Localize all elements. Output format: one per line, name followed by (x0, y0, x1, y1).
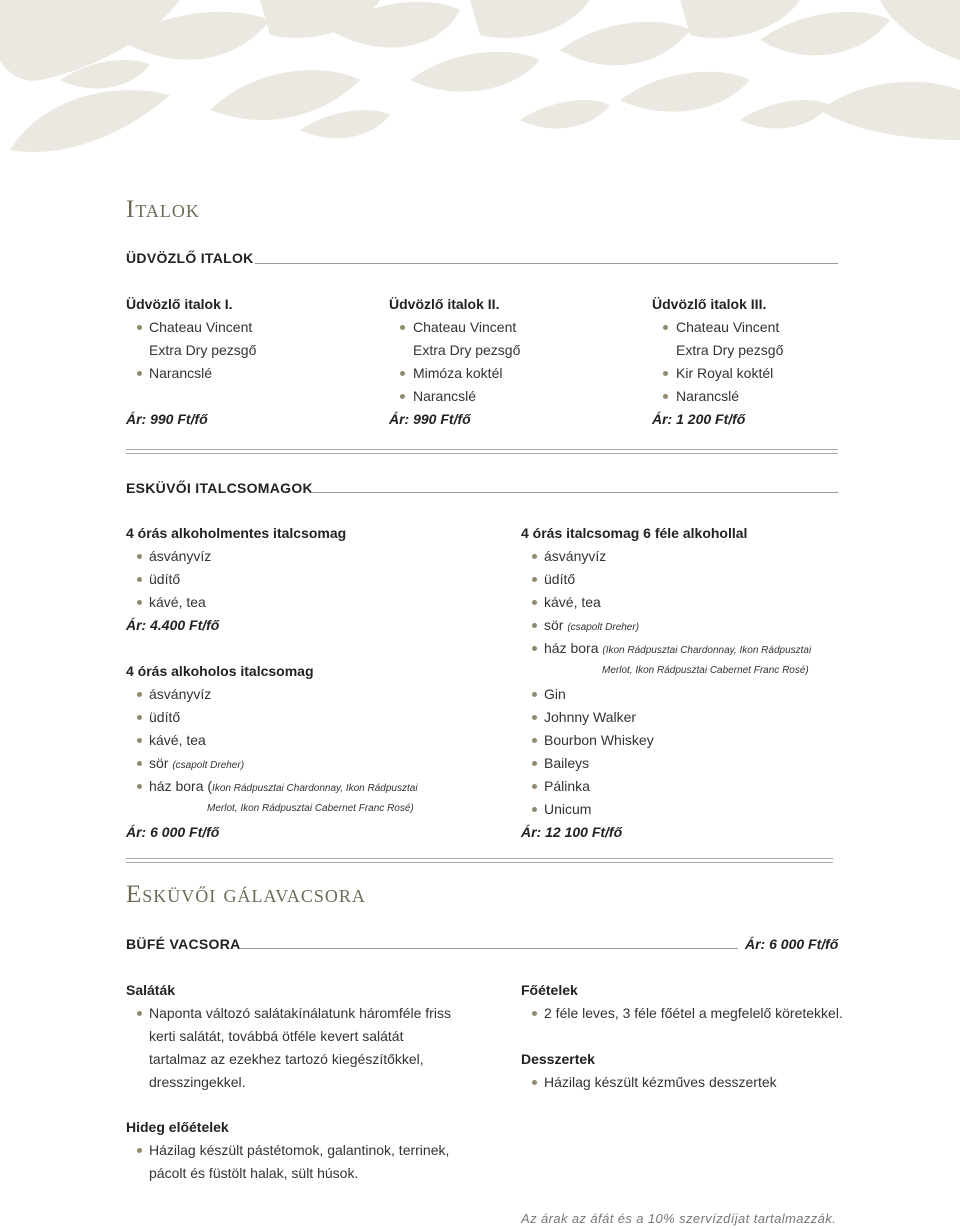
list-item: ásványvíz (149, 686, 212, 702)
item-note: (Ikon Rádpusztai Chardonnay, Ikon Rádpusztai (602, 645, 812, 656)
list-item-continuation: Extra Dry pezsgő (676, 342, 784, 358)
list-item: Narancslé (676, 388, 740, 404)
bullet (532, 554, 537, 559)
package-price: Ár: 990 Ft/fő (126, 411, 208, 427)
package-title: 4 órás alkoholos italcsomag (126, 663, 314, 679)
list-item: Chateau Vincent (413, 319, 517, 335)
item-note: Ikon Rádpusztai Chardonnay, Ikon Rádpusztai (212, 783, 418, 794)
section-title-drinks: Italok (126, 196, 200, 223)
bullet (532, 1080, 537, 1085)
bullet (137, 738, 142, 743)
bullet (400, 325, 405, 330)
bullet (137, 692, 142, 697)
list-item-continuation: Extra Dry pezsgő (149, 342, 257, 358)
item-note: (csapolt Dreher) (567, 622, 640, 633)
list-item: Chateau Vincent (149, 319, 253, 335)
bullet (137, 715, 142, 720)
bullet (663, 394, 668, 399)
bullet (137, 371, 142, 376)
list-item: Házilag készült kézműves desszertek (544, 1074, 777, 1090)
bullet (400, 371, 405, 376)
list-item: Unicum (544, 801, 592, 817)
list-item: Gin (544, 686, 566, 702)
heading-rule (240, 948, 738, 949)
list-item: ásványvíz (149, 548, 212, 564)
item-name: sör (544, 617, 564, 633)
list-item: Naponta változó salátakínálatunk háromféle friss (149, 1005, 451, 1021)
package-price: Ár: 6 000 Ft/fő (126, 824, 220, 840)
list-item: üdítő (544, 571, 576, 587)
package-title: Üdvözlő italok I. (126, 296, 233, 312)
section-divider (126, 449, 838, 454)
list-item: Házilag készült pástétomok, galantinok, terrinek, (149, 1142, 450, 1158)
package-title: Üdvözlő italok III. (652, 296, 767, 312)
list-item: kávé, tea (149, 732, 206, 748)
package-title: 4 órás italcsomag 6 féle alkohollal (521, 525, 748, 541)
subsection-title: Főételek (521, 982, 578, 998)
list-item: Chateau Vincent (676, 319, 780, 335)
list-item: Narancslé (149, 365, 213, 381)
list-item: Johnny Walker (544, 709, 637, 725)
list-item-continuation: dresszingekkel. (149, 1074, 246, 1090)
list-item: üdítő (149, 571, 181, 587)
buffet-price: Ár: 6 000 Ft/fő (745, 936, 839, 952)
list-item: Pálinka (544, 778, 590, 794)
list-item: kávé, tea (544, 594, 601, 610)
list-item: Kir Royal koktél (676, 365, 774, 381)
package-price: Ár: 4.400 Ft/fő (126, 617, 220, 633)
section-title-dinner: Esküvői gálavacsora (126, 881, 366, 908)
bullet (400, 394, 405, 399)
bullet (137, 577, 142, 582)
list-item-continuation: pácolt és füstölt halak, sült húsok. (149, 1165, 359, 1181)
bullet (137, 600, 142, 605)
package-price: Ár: 990 Ft/fő (389, 411, 471, 427)
bullet (137, 784, 142, 789)
item-note-continuation: Merlot, Ikon Rádpusztai Cabernet Franc Rosé) (602, 665, 809, 676)
list-item (544, 640, 811, 656)
list-item-continuation: tartalmaz az ezekhez tartozó kiegészítőkkel, (149, 1051, 424, 1067)
bullet (532, 623, 537, 628)
bullet (532, 1011, 537, 1016)
list-item: kávé, tea (149, 594, 206, 610)
bullet (532, 761, 537, 766)
buffet-heading: BÜFÉ VACSORA (126, 936, 241, 952)
bullet (532, 646, 537, 651)
package-title: Üdvözlő italok II. (389, 296, 500, 312)
bullet (532, 738, 537, 743)
bullet (532, 600, 537, 605)
item-name: ház bora ( (149, 778, 213, 794)
list-item: 2 féle leves, 3 féle főétel a megfelelő köretekkel. (544, 1005, 843, 1021)
item-name: ház bora (544, 640, 599, 656)
list-item: Bourbon Whiskey (544, 732, 654, 748)
subsection-title: Saláták (126, 982, 176, 998)
package-title: 4 órás alkoholmentes italcsomag (126, 525, 347, 541)
subsection-title: Desszertek (521, 1051, 595, 1067)
bullet (137, 761, 142, 766)
package-price: Ár: 1 200 Ft/fő (652, 411, 746, 427)
list-item: ásványvíz (544, 548, 607, 564)
welcome-heading: ÜDVÖZLŐ ITALOK (126, 250, 254, 266)
heading-rule (311, 492, 838, 493)
bullet (137, 554, 142, 559)
list-item: üdítő (149, 709, 181, 725)
bullet (532, 807, 537, 812)
list-item: Narancslé (413, 388, 477, 404)
bullet (663, 371, 668, 376)
bullet (532, 692, 537, 697)
leaf-pattern-decoration (0, 0, 960, 160)
list-item-continuation: kerti salátát, továbbá ötféle kevert salátát (149, 1028, 404, 1044)
bullet (663, 325, 668, 330)
bullet (532, 577, 537, 582)
list-item: Mimóza koktél (413, 365, 503, 381)
bullet (137, 1011, 142, 1016)
footer-note: Az árak az áfát és a 10% szervízdíjat tartalmazzák. (521, 1211, 837, 1226)
list-item (149, 778, 418, 794)
list-item (149, 755, 244, 771)
item-note: (csapolt Dreher) (172, 760, 245, 771)
subsection-title: Hideg előételek (126, 1119, 229, 1135)
item-note-continuation: Merlot, Ikon Rádpusztai Cabernet Franc Rosé) (207, 803, 414, 814)
wedding-drinks-heading: ESKÜVŐI ITALCSOMAGOK (126, 480, 313, 496)
bullet (532, 784, 537, 789)
list-item: Baileys (544, 755, 590, 771)
bullet (137, 1148, 142, 1153)
list-item-continuation: Extra Dry pezsgő (413, 342, 521, 358)
bullet (532, 715, 537, 720)
list-item (544, 617, 639, 633)
bullet (137, 325, 142, 330)
heading-rule (255, 263, 838, 264)
section-divider (126, 858, 833, 863)
package-price: Ár: 12 100 Ft/fő (521, 824, 623, 840)
item-name: sör (149, 755, 169, 771)
